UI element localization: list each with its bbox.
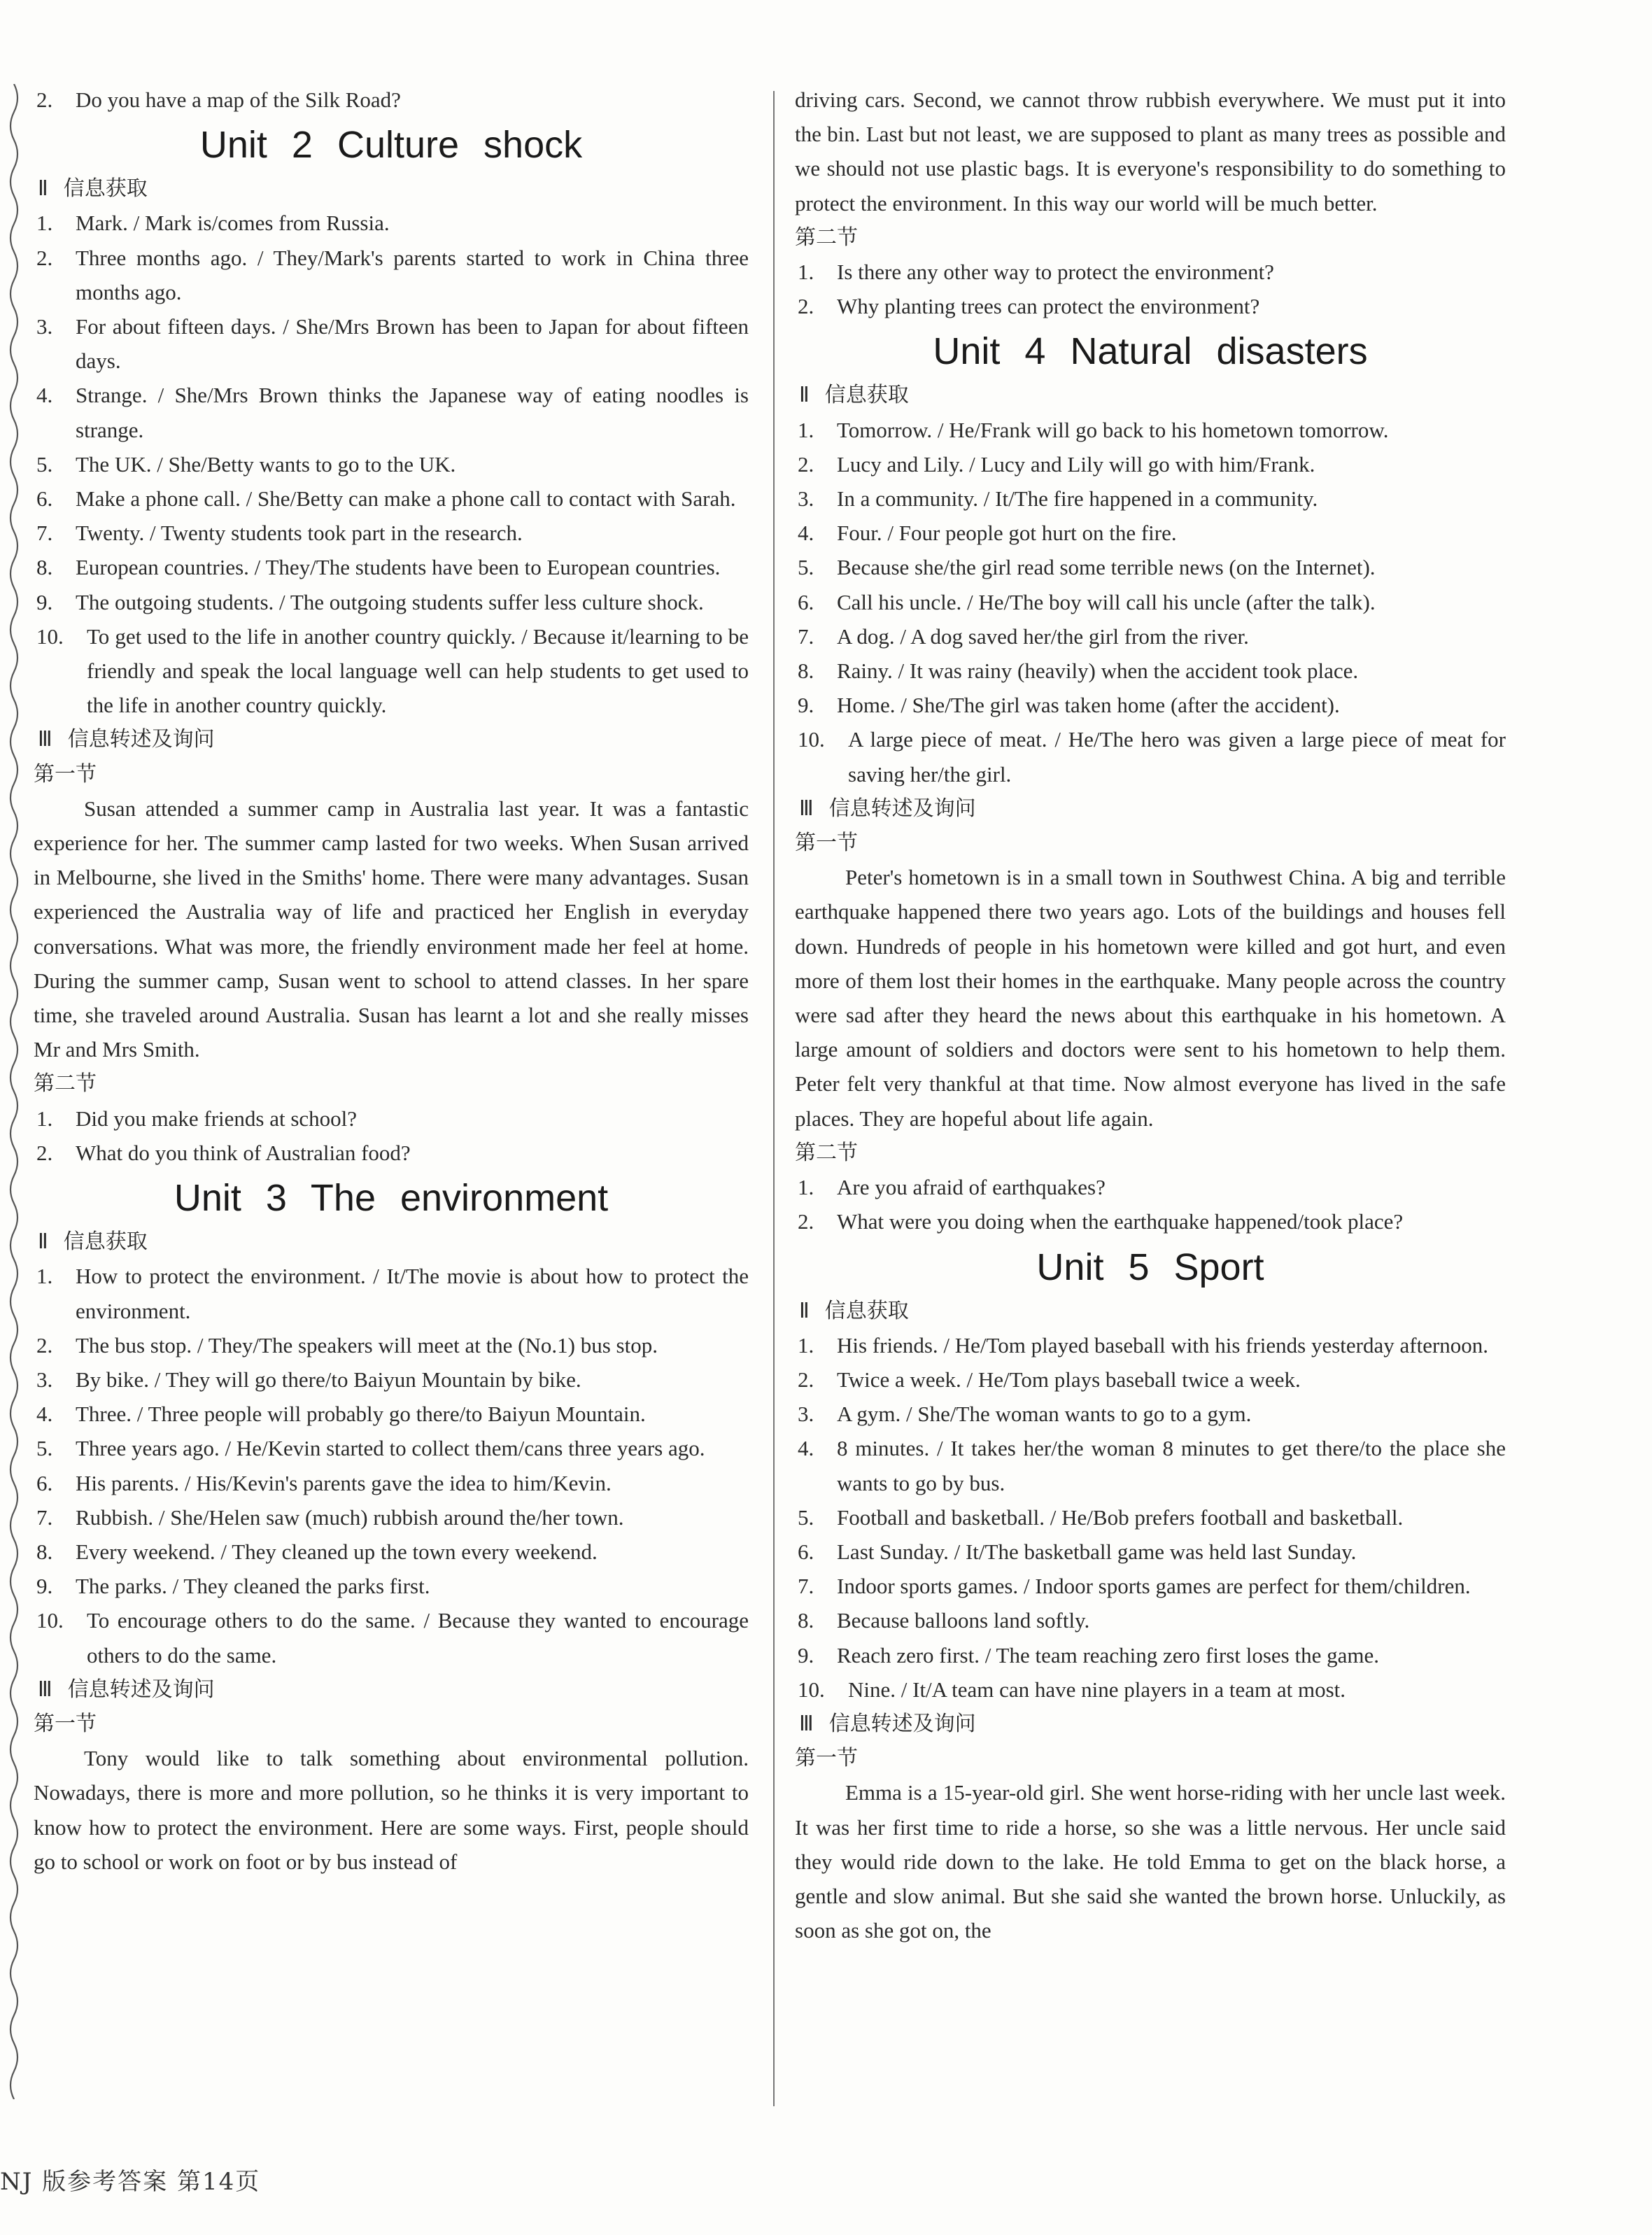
item-number: 3. [36,1367,53,1392]
item-text: Indoor sports games. / Indoor sports games are perfect for them/children. [837,1574,1471,1599]
item-text: Is there any other way to protect the environment? [837,260,1274,285]
item-number: 7. [36,521,53,546]
list-item [795,447,1506,481]
item-number: 10. [36,1608,64,1633]
list-item [795,1431,1506,1500]
list-item: 2. Do you have a map of the Silk Road? [36,87,401,112]
list-item [795,1170,1506,1204]
item-number: 1. [36,1106,53,1131]
item-text: By bike. / They will go there/to Baiyun Mountain by bike. [76,1367,581,1392]
item-text: For about fifteen days. / She/Mrs Brown has been to Japan for about fifteen days. [76,314,749,374]
item-number: 9. [798,693,814,718]
list-item [34,481,749,516]
left-column [34,83,749,1879]
item-number: 3. [798,486,814,512]
item-number: 8. [36,1539,53,1564]
item-number: 7. [798,1574,814,1599]
item-text: The outgoing students. / The outgoing students suffer less culture shock. [76,589,704,614]
item-text: The parks. / They cleaned the parks first. [76,1574,430,1599]
item-text: Lucy and Lily. / Lucy and Lily will go with him/Frank. [837,451,1315,477]
item-text: Three years ago. / He/Kevin started to collect them/cans three years ago. [76,1436,705,1461]
item-text: Rainy. / It was rainy (heavily) when the accident took place. [837,658,1359,684]
item-text: 8 minutes. / It takes her/the woman 8 minutes to get there/to the place she wants to go by bus. [837,1436,1506,1495]
list-item [34,516,749,550]
item-number: 2. [798,451,814,477]
item-text: Mark. / Mark is/comes from Russia. [76,211,390,236]
item-number: 2. [36,1140,53,1165]
list-item [34,447,749,481]
unit4-answer-list [795,413,1506,791]
item-text: Football and basketball. / He/Bob prefers football and basketball. [837,1504,1404,1530]
list-item [795,1204,1506,1239]
item-text: Strange. / She/Mrs Brown thinks the Japanese way of eating noodles is strange. [76,383,749,442]
item-number: 7. [36,1504,53,1530]
section-heading: Ⅱ 信息获取 [799,383,909,408]
list-item [795,289,1506,323]
item-number: 5. [798,555,814,580]
item-number: 4. [36,1402,53,1427]
list-item [795,1672,1506,1707]
item-number: 1. [36,211,53,236]
list-item [795,1638,1506,1672]
item-text: European countries. / They/The students have been to European countries. [76,555,721,580]
list-item [34,550,749,584]
unit3-title: Unit 3 The environment [174,1177,609,1220]
item-text: Why planting trees can protect the environment? [837,294,1260,319]
left-margin-wavy-line [4,84,24,2099]
item-text: His friends. / He/Tom played baseball with his friends yesterday afternoon. [837,1332,1489,1358]
item-text: What do you think of Australian food? [76,1140,411,1165]
section-heading: Ⅱ 信息获取 [38,176,148,202]
item-number: 3. [798,1402,814,1427]
paragraph: Emma is a 15-year-old girl. She went horse-riding with her uncle last week. It was her first time to ride a horse, so she was a little nervous. Her uncle said they would ride down to the lake. He told Emma to get on the black horse, a gentle and slow animal. But she said she wanted the brown horse. Unluckily, as soon as she got on, the [795,1780,1506,1943]
part-heading: 第一节 [34,761,97,787]
item-text: Did you make friends at school? [76,1106,358,1131]
item-number: 5. [36,451,53,477]
item-number: 5. [36,1436,53,1461]
item-text: Call his uncle. / He/The boy will call his uncle (after the talk). [837,589,1376,614]
item-number: 4. [36,383,53,408]
paragraph-continued: driving cars. Second, we cannot throw rubbish everywhere. We must put it into the bin. Last but not least, we are supposed to plant as many trees as possible and we should not use plastic bags. It is everyone's responsibility to do something to protect the environment. In this way our world will be much better. [795,87,1506,216]
list-item [795,654,1506,688]
item-number: 10. [36,623,64,649]
item-text: Home. / She/The girl was taken home (after the accident). [837,693,1340,718]
question-list [795,1170,1506,1239]
part-heading: 第一节 [795,831,858,856]
list-item [795,255,1506,289]
list-item [34,206,749,240]
item-text: Three. / Three people will probably go there/to Baiyun Mountain. [76,1402,646,1427]
item-text: Twice a week. / He/Tom plays baseball twice a week. [837,1367,1301,1392]
list-item [34,1328,749,1362]
item-number: 1. [36,1264,53,1289]
part-heading: 第二节 [795,225,858,250]
part-heading: 第二节 [34,1071,97,1097]
section-heading: Ⅱ 信息获取 [799,1298,909,1323]
item-number: 10. [798,1677,825,1702]
item-text: In a community. / It/The fire happened in a community. [837,486,1318,512]
item-text: Three months ago. / They/Mark's parents started to work in China three months ago. [76,245,749,304]
item-text: Every weekend. / They cleaned up the town every weekend. [76,1539,598,1564]
part-heading: 第一节 [795,1746,858,1771]
list-item [795,1362,1506,1397]
list-item [34,1259,749,1327]
item-number: 2. [36,245,53,270]
item-text: Tomorrow. / He/Frank will go back to his hometown tomorrow. [837,417,1389,442]
item-text: Last Sunday. / It/The basketball game was held last Sunday. [837,1539,1357,1564]
list-item [795,1328,1506,1362]
list-item [34,1101,749,1136]
section-heading: Ⅲ 信息转述及询问 [799,796,976,821]
unit2-answer-list [34,206,749,722]
item-number: 4. [798,521,814,546]
list-item [34,1397,749,1431]
item-text: The UK. / She/Betty wants to go to the UK. [76,451,456,477]
paragraph: Susan attended a summer camp in Australia last year. It was a fantastic experience for her. The summer camp lasted for two weeks. When Susan arrived in Melbourne, she lived in the Smiths' home. There were many advantages. Susan experienced the Australia way of life and practiced her English in everyday conversations. What was more, the friendly environment made her feel at home. During the summer camp, Susan went to school to attend classes. In her spare time, she traveled around Australia. Susan has learnt a lot and she really misses Mr and Mrs Smith. [34,796,749,1062]
item-text: Make a phone call. / She/Betty can make a phone call to contact with Sarah. [76,486,736,512]
item-number: 8. [36,555,53,580]
section-heading: Ⅲ 信息转述及询问 [38,1677,215,1702]
column-divider [772,91,776,2106]
list-item [34,309,749,378]
section-heading: Ⅲ 信息转述及询问 [799,1711,976,1736]
list-item [795,1569,1506,1603]
list-item [795,413,1506,447]
item-text: Because she/the girl read some terrible news (on the Internet). [837,555,1376,580]
unit2-title: Unit 2 Culture shock [199,124,583,167]
item-text: Nine. / It/A team can have nine players in a team at most. [848,1677,1346,1702]
list-item [34,378,749,446]
item-text: Reach zero first. / The team reaching zero first loses the game. [837,1642,1379,1668]
item-number: 9. [36,1574,53,1599]
item-number: 2. [36,1332,53,1358]
unit5-title: Unit 5 Sport [1036,1246,1264,1288]
list-item [795,1535,1506,1569]
question-list [795,255,1506,323]
item-text: How to protect the environment. / It/The movie is about how to protect the environment. [76,1264,749,1323]
item-text: A gym. / She/The woman wants to go to a gym. [837,1402,1252,1427]
item-text: To encourage others to do the same. / Because they wanted to encourage others to do the same. [87,1608,749,1668]
item-text: What were you doing when the earthquake happened/took place? [837,1209,1404,1234]
item-text: A dog. / A dog saved her/the girl from the river. [837,623,1249,649]
item-number: 6. [798,1539,814,1564]
list-item [795,1603,1506,1637]
list-item [34,1362,749,1397]
list-item [34,1431,749,1465]
part-heading: 第一节 [34,1711,97,1736]
item-text: Twenty. / Twenty students took part in the research. [76,521,523,546]
section-heading: Ⅱ 信息获取 [38,1229,148,1255]
item-text: His parents. / His/Kevin's parents gave the idea to him/Kevin. [76,1470,612,1495]
item-number: 9. [798,1642,814,1668]
list-item [795,1397,1506,1431]
item-number: 6. [36,486,53,512]
list-item [795,619,1506,654]
item-number: 2. [798,294,814,319]
list-item [795,585,1506,619]
list-item [34,1603,749,1672]
item-text: To get used to the life in another country quickly. / Because it/learning to be friendly and speak the local language well can help students to get used to the life in another country quickly. [87,623,749,718]
list-item [795,481,1506,516]
unit4-title: Unit 4 Natural disasters [933,330,1368,373]
list-item [34,619,749,723]
list-item [795,550,1506,584]
item-number: 2. [798,1209,814,1234]
item-number: 7. [798,623,814,649]
item-number: 10. [798,727,825,752]
item-text: A large piece of meat. / He/The hero was given a large piece of meat for saving her/the girl. [848,727,1506,787]
item-number: 1. [798,417,814,442]
item-number: 6. [798,589,814,614]
page-footer: NJ 版参考答案 第14页 [0,2168,261,2196]
item-number: 1. [798,260,814,285]
right-column [795,83,1506,1947]
item-number: 1. [798,1175,814,1200]
list-item [795,1500,1506,1535]
list-item [34,241,749,309]
item-number: 8. [798,658,814,684]
item-number: 4. [798,1436,814,1461]
list-item [795,722,1506,791]
item-number: 2. [798,1367,814,1392]
item-text: Four. / Four people got hurt on the fire. [837,521,1177,546]
item-text: Rubbish. / She/Helen saw (much) rubbish around the/her town. [76,1504,624,1530]
list-item [34,1500,749,1535]
unit3-answer-list [34,1259,749,1672]
part-heading: 第二节 [795,1140,858,1165]
item-number: 1. [798,1332,814,1358]
item-number: 5. [798,1504,814,1530]
list-item [795,516,1506,550]
list-item [34,1535,749,1569]
paragraph: Peter's hometown is in a small town in Southwest China. A big and terrible earthquake happened there two years ago. Lots of the buildings and houses fell down. Hundreds of people in his hometown were killed and got hurt, and even more of them lost their homes in the earthquake. Many people across the country were sad after they heard the news about this earthquake in his hometown. A large amount of soldiers and doctors were sent to his hometown to help them. Peter felt very thankful at that time. Now almost everyone has lived in the safe places. They are hopeful about life again. [795,865,1506,1131]
list-item [795,688,1506,722]
unit5-answer-list [795,1328,1506,1707]
list-item [34,585,749,619]
item-number: 9. [36,589,53,614]
item-text: Because balloons land softly. [837,1608,1090,1633]
list-item [34,1569,749,1603]
paragraph: Tony would like to talk something about environmental pollution. Nowadays, there is more and more pollution, so he thinks it is very important to know how to protect the environment. Here are some ways. First, people should go to school or work on foot or by bus instead of [34,1746,749,1874]
section-heading: Ⅲ 信息转述及询问 [38,727,215,752]
item-number: 6. [36,1470,53,1495]
item-number: 8. [798,1608,814,1633]
item-text: Are you afraid of earthquakes? [837,1175,1106,1200]
question-list [34,1101,749,1170]
item-text: The bus stop. / They/The speakers will meet at the (No.1) bus stop. [76,1332,658,1358]
item-number: 3. [36,314,53,339]
list-item [34,1466,749,1500]
list-item [34,1136,749,1170]
